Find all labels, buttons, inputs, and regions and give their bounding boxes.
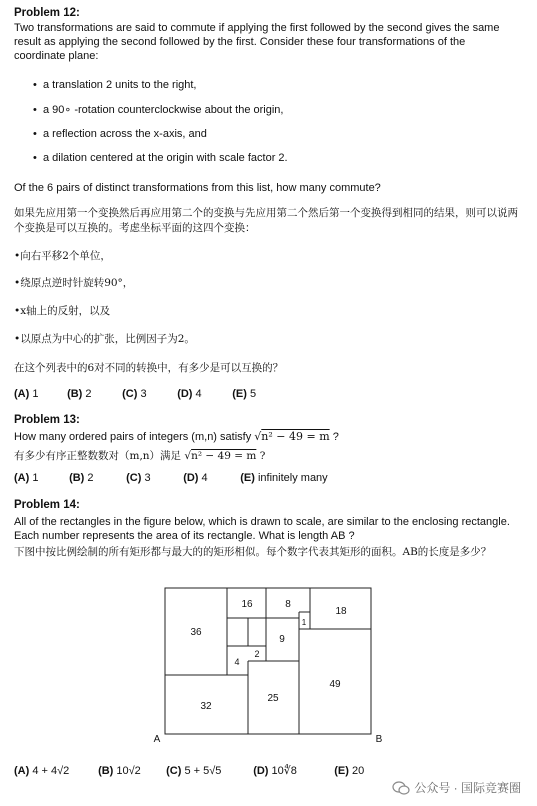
p14-choice-a (14, 764, 95, 778)
p12-choice-a-label: (A) (14, 388, 30, 400)
p12-choice-a (14, 387, 64, 401)
p13-choice-e (240, 471, 327, 485)
p14-choice-c-label: (C) (166, 765, 182, 777)
problem-12-label: Problem 12 (14, 7, 76, 19)
area-label-4: 4 (234, 657, 240, 667)
problem-14-colon: : (76, 499, 80, 511)
p13-choice-b-value: 2 (87, 472, 94, 484)
problem-12-colon: : (76, 7, 80, 19)
rectangle-figure (150, 585, 390, 745)
problem-13-label: Problem 13 (14, 414, 76, 426)
p13-choice-c-value: 3 (144, 472, 151, 484)
p12-bullet-1-text: a translation 2 units to the right, (43, 79, 197, 91)
p13-equation-text: n² − 49 = m (261, 430, 330, 443)
problem-13-colon: : (76, 414, 80, 426)
problem-13-title (14, 413, 519, 427)
area-label-2: 2 (254, 649, 260, 659)
p12-choice-b-label: (B) (67, 388, 83, 400)
p14-choice-a-value: 4 + 4√2 (32, 765, 70, 777)
p12-choice-b (67, 387, 119, 401)
p13-choice-a-value: 1 (32, 472, 39, 484)
problem-14-title (14, 498, 519, 512)
p13-choice-b-label: (B) (69, 472, 85, 484)
p12-cn-bullet-4: •以原点为中心的扩张，比例因子为2。 (14, 333, 195, 345)
p12-choice-e (232, 387, 256, 401)
p12-bullet-1: • a translation 2 units to the right, (33, 79, 197, 91)
problem-12-question: Of the 6 pairs of distinct transformations from this list, how many commute? (14, 182, 381, 194)
area-label-8: 8 (285, 599, 291, 610)
p12-cn-bullet-1: •向右平移2个单位， (14, 250, 111, 262)
p12-bullet-2-text: a 90∘ -rotation counterclockwise about the origin, (43, 104, 284, 116)
p12-choice-c (122, 387, 174, 401)
p12-cn-bullet-2: •绕原点逆时针旋转90°， (14, 277, 134, 289)
wechat-icon (392, 781, 410, 795)
p13-qmark: ? (332, 431, 339, 443)
problem-14-cn-question: 下图中按比例绘制的所有矩形都与最大的的矩形相似。每个数字代表其矩形的面积。AB的长度是多少？ (14, 546, 492, 558)
problem-12-cn-question: 在这个列表中的6对不同的转换中，有多少是可以互换的？ (14, 362, 284, 374)
area-label-36: 36 (190, 627, 202, 638)
p12-bullet-4: • a dilation centered at the origin with scale factor 2. (33, 152, 288, 164)
p14-choice-b-value: 10√2 (116, 765, 141, 777)
area-label-18: 18 (335, 606, 347, 617)
p12-choice-a-value: 1 (32, 388, 39, 400)
problem-14-label: Problem 14 (14, 499, 76, 511)
problem-13-question: How many ordered pairs of integers (m,n) satisfy (14, 431, 252, 443)
p13-choice-c (126, 471, 180, 485)
p12-bullet-3: • a reflection across the x-axis, and (33, 128, 207, 140)
problem-12-choices (14, 387, 256, 401)
area-label-16: 16 (241, 599, 253, 610)
problem-13-cn-line (14, 449, 519, 463)
area-label-32: 32 (200, 701, 212, 712)
p12-choice-c-value: 3 (140, 388, 147, 400)
problem-12-title (14, 6, 519, 20)
p12-choice-c-label: (C) (122, 388, 138, 400)
p14-choice-d-value: 10∜8 (271, 765, 297, 777)
p13-choice-c-label: (C) (126, 472, 142, 484)
wechat-watermark (392, 779, 521, 796)
p12-choice-d-label: (D) (177, 388, 193, 400)
p13-choice-a (14, 471, 66, 485)
p13-choice-d-label: (D) (183, 472, 199, 484)
problem-14-choices (14, 764, 364, 778)
p12-choice-b-value: 2 (85, 388, 92, 400)
p14-choice-c-value: 5 + 5√5 (184, 765, 222, 777)
point-a-label: A (153, 734, 161, 745)
p14-choice-c (166, 764, 250, 778)
p14-choice-e (334, 764, 364, 778)
p13-cn-equation-text: n² − 49 = m (191, 450, 257, 462)
p12-bullet-3-text: a reflection across the x-axis, and (43, 128, 207, 140)
p13-choice-b (69, 471, 123, 485)
problem-14-question: All of the rectangles in the figure below, which is drawn to scale, are similar to the enclosing rectangle. Each number represents the area of its rectangle. What is length AB ? (14, 516, 510, 542)
p13-choice-a-label: (A) (14, 472, 30, 484)
watermark-text: 公众号 · 国际竞赛圈 (414, 781, 521, 795)
area-label-49: 49 (329, 679, 341, 690)
problem-13-choices (14, 471, 328, 485)
problem-13-question-line (14, 430, 519, 444)
p13-choice-e-label: (E) (240, 472, 255, 484)
p12-choice-d-value: 4 (195, 388, 202, 400)
p13-choice-d (183, 471, 237, 485)
p14-choice-e-value: 20 (351, 765, 365, 777)
p14-choice-d (253, 764, 331, 778)
p14-choice-d-label: (D) (253, 765, 269, 777)
p13-choice-e-value: infinitely many (257, 472, 328, 484)
p14-choice-b-label: (B) (98, 765, 114, 777)
p14-choice-b (98, 764, 163, 778)
p12-choice-e-label: (E) (232, 388, 247, 400)
p13-equation: √n² − 49 = m (254, 430, 330, 443)
area-label-9: 9 (279, 634, 285, 645)
p13-cn-qmark: ? (259, 450, 266, 462)
area-label-25: 25 (267, 693, 279, 704)
problem-13-cn-question: 有多少有序正整数数对（m,n）满足 (14, 450, 182, 462)
point-b-label: B (375, 734, 383, 745)
p14-choice-e-label: (E) (334, 765, 349, 777)
p13-choice-d-value: 4 (201, 472, 208, 484)
p12-bullet-4-text: a dilation centered at the origin with scale factor 2. (43, 152, 288, 164)
area-label-1: 1 (301, 618, 307, 627)
problem-12-intro: Two transformations are said to commute if applying the first followed by the second gives the same result as applying the second followed by the first. Consider these four transformations of the coordinate plane: (14, 22, 500, 62)
p12-cn-bullet-3: •x轴上的反射，以及 (14, 305, 111, 317)
p14-choice-a-label: (A) (14, 765, 30, 777)
p13-cn-equation: √n² − 49 = m (184, 450, 257, 462)
p12-choice-e-value: 5 (249, 388, 257, 400)
p12-bullet-2: • a 90∘ -rotation counterclockwise about the origin, (33, 104, 284, 116)
p12-choice-d (177, 387, 229, 401)
problem-12-cn-intro: 如果先应用第一个变换然后再应用第二个的变换与先应用第二个然后第一个变换得到相同的结果，则可以说两个变换是可以互换的。考虑坐标平面的这四个变换： (14, 207, 518, 234)
